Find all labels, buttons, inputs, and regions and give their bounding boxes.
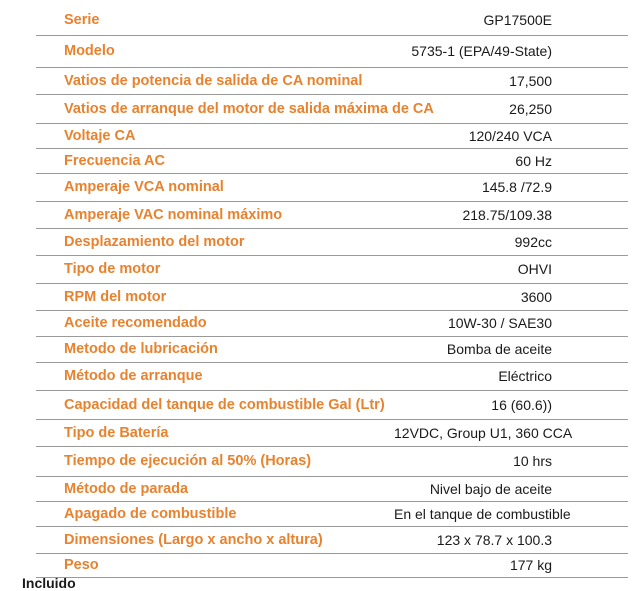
spec-value: 145.8 /72.9 [481,179,552,195]
spec-row-amperaje-maximo [36,201,628,228]
spec-value: Bomba de aceite [446,341,552,357]
spec-label: Capacidad del tanque de combustible Gal (Ltr) [64,396,385,413]
spec-row-arranque [36,362,628,390]
spec-value: 60 Hz [515,152,552,169]
spec-label: Amperaje VAC nominal máximo [64,206,283,223]
spec-row-peso [36,553,628,577]
spec-value: Eléctrico [498,368,552,384]
spec-row-frecuencia [36,148,628,173]
spec-row-lubricacion [36,336,628,362]
spec-row-parada [36,476,628,501]
spec-row-rpm [36,283,628,310]
spec-label: Dimensiones (Largo x ancho x altura) [64,531,323,548]
spec-label: Modelo [64,43,115,59]
spec-label: Vatios de arranque del motor de salida máxima de CA [64,100,434,117]
spec-row-modelo [36,35,628,67]
spec-value: 120/240 VCA [468,127,552,144]
spec-value: GP17500E [483,11,552,28]
spec-row-tipo-motor [36,255,628,283]
spec-label: Metodo de lubricación [64,341,218,357]
partial-footer-text: Incluido [22,575,76,591]
spec-row-aceite [36,310,628,336]
spec-row-tanque [36,390,628,419]
spec-label: Desplazamiento del motor [64,233,245,250]
spec-row-apagado [36,501,628,526]
spec-value: 10 hrs [513,453,552,469]
spec-label: Apagado de combustible [64,505,237,522]
spec-value: 16 (60.6)) [491,396,552,413]
spec-label: Serie [64,11,100,28]
spec-value: 177 kg [509,557,552,573]
spec-value: 10W-30 / SAE30 [447,315,552,331]
spec-value: OHVI [517,261,552,277]
spec-label: Tipo de motor [64,261,161,277]
spec-label: Tipo de Batería [64,424,169,441]
spec-value: 992cc [514,233,552,250]
spec-label: Vatios de potencia de salida de CA nominal [64,72,363,89]
spec-row-serie [36,5,628,35]
spec-row-tiempo-ejecucion [36,446,628,476]
spec-label: RPM del motor [64,288,167,305]
spec-label: Aceite recomendado [64,315,207,331]
spec-value: 26,250 [509,100,552,117]
spec-value: 5735-1 (EPA/49-State) [411,43,552,59]
spec-value: 3600 [520,288,552,305]
spec-label: Peso [64,557,99,573]
spec-row-bateria [36,419,628,446]
spec-value: 12VDC, Group U1, 360 CCA [394,424,573,441]
spec-label: Método de parada [64,480,189,497]
spec-label: Frecuencia AC [64,152,165,169]
spec-row-amperaje-nominal [36,173,628,201]
spec-value: Nivel bajo de aceite [429,480,552,497]
spec-row-vatios-arranque [36,94,628,123]
spec-row-voltaje [36,123,628,148]
spec-row-vatios-nominal [36,67,628,94]
spec-row-desplazamiento [36,228,628,255]
spec-label: Método de arranque [64,368,203,384]
spec-value: 218.75/109.38 [462,206,552,223]
spec-value: En el tanque de combustible [394,505,571,522]
spec-label: Amperaje VCA nominal [64,179,224,195]
spec-value: 123 x 78.7 x 100.3 [436,531,552,548]
spec-value: 17,500 [509,72,552,89]
spec-table [36,5,628,578]
spec-row-dimensiones [36,526,628,553]
spec-label: Voltaje CA [64,127,136,144]
spec-label: Tiempo de ejecución al 50% (Horas) [64,453,312,469]
